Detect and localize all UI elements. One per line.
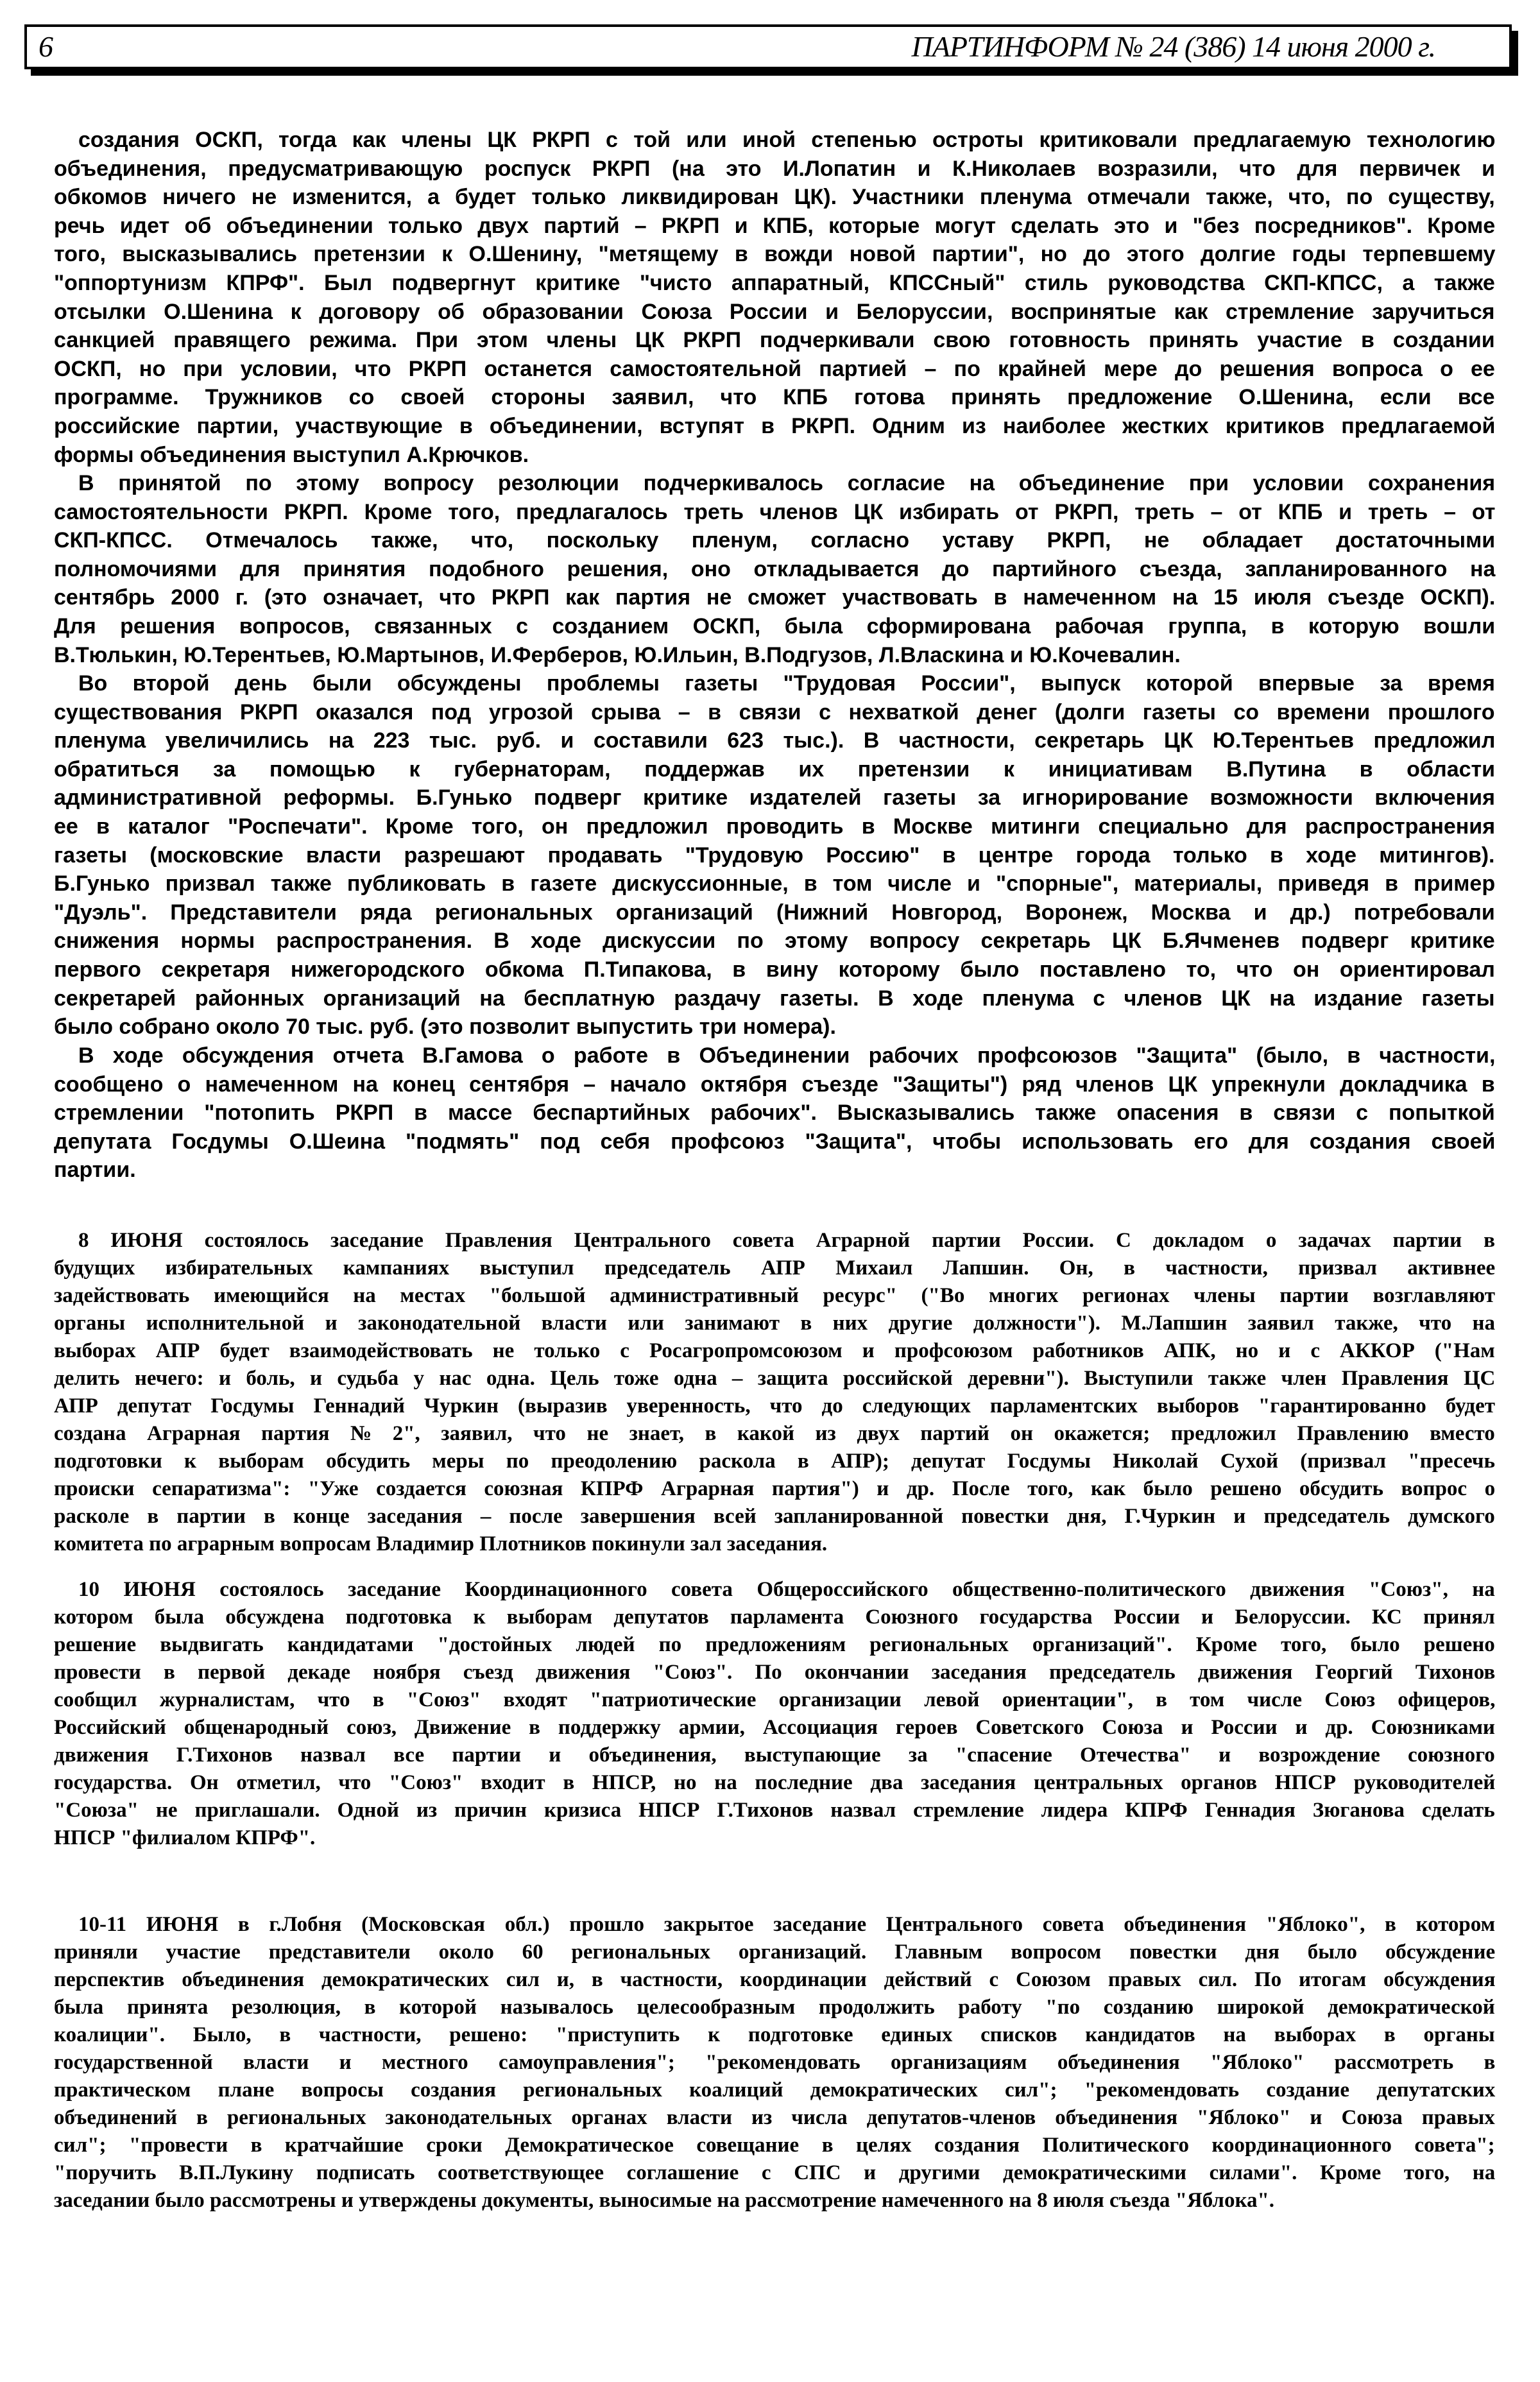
text-line: [54, 1503, 1495, 1530]
text-line: [54, 1070, 1495, 1099]
text-line: [54, 1994, 1495, 2021]
text-line-content: создана Аграрная партия № 2", заявил, что не знает, в какой из двух партий он окажется; предложил Правлению вместо: [54, 1422, 1495, 1445]
text-line: [54, 955, 1495, 984]
text-line: [54, 1576, 1495, 1604]
text-line: [54, 583, 1495, 612]
text-line: [54, 1282, 1495, 1310]
text-line-content: "Дуэль". Представители ряда региональных организаций (Нижний Новгород, Воронеж, Москва и др.) потребовали: [54, 900, 1495, 925]
text-line: [54, 1659, 1495, 1686]
text-line: [54, 1013, 1495, 1041]
text-line-content: ОСКП, но при условии, что РКРП останется самостоятельной партией – по крайней мере до решения вопроса о ее: [54, 356, 1495, 381]
text-line: [54, 2104, 1495, 2132]
text-line: [54, 126, 1495, 155]
text-line: [54, 2021, 1495, 2049]
text-line-content: движения Г.Тихонов назвал все партии и объединения, выступающие за "спасение Отечества" и возрождение союзного: [54, 1744, 1495, 1767]
text-line: [54, 641, 1495, 670]
text-line-content: В.Тюлькин, Ю.Терентьев, Ю.Мартынов, И.Ферберов, Ю.Ильин, В.Подгузов, Л.Власкина и Ю.Кочевалин.: [54, 642, 1181, 667]
text-line-content: обкомов ничего не изменится, а будет только ликвидирован ЦК). Участники пленума отмечали также, что, по существу,: [54, 185, 1495, 210]
text-line: [54, 726, 1495, 755]
text-line: [54, 1156, 1495, 1185]
text-line-content: котором была обсуждена подготовка к выборам депутатов парламента Союзного государства России и Белоруссии. КС принял: [54, 1606, 1495, 1629]
text-line: [54, 784, 1495, 812]
text-line-content: была принята резолюция, в которой называлось целесообразным продолжить работу "по созданию широкой демократической: [54, 1996, 1495, 2019]
text-line: [54, 1255, 1495, 1282]
text-line: [54, 212, 1495, 241]
text-line-content: российские партии, участвующие в объединении, вступят в РКРП. Одним из наиболее жестких критиков предлагаемой: [54, 413, 1496, 438]
text-line-content: "Союза" не приглашали. Одной из причин кризиса НПСР Г.Тихонов назвал стремление лидера КПРФ Геннадия Зюганова сделать: [54, 1799, 1495, 1822]
text-line: [54, 1966, 1495, 1994]
paragraph-resolution: [54, 469, 1495, 669]
text-line-content: обратиться за помощью к губернаторам, поддержав их претензии к инициативам В.Путина в области: [54, 757, 1496, 782]
text-line: [54, 183, 1495, 212]
text-line: [54, 1420, 1495, 1448]
issue-title: ПАРТИНФОРМ № 24 (386) 14 июня 2000 г.: [911, 30, 1435, 63]
text-line-content: коалиции". Было, в частности, решено: "приступить к подготовке единых списков кандидатов на выборах в органы: [54, 2023, 1495, 2046]
text-line: [54, 269, 1495, 298]
text-line: [54, 469, 1495, 498]
text-line-content: В ходе обсуждения отчета В.Гамова о работе в Объединении рабочих профсоюзов "Защита" (было, в частности,: [78, 1043, 1496, 1068]
page-header: [24, 24, 1512, 69]
text-line: [54, 1227, 1495, 1255]
text-line-content: самостоятельности РКРП. Кроме того, предлагалось треть членов ЦК избирать от РКРП, треть – от КПБ и треть – от: [54, 499, 1496, 524]
text-line-content: Для решения вопросов, связанных с созданием ОСКП, была сформирована рабочая группа, в которую вошли: [54, 613, 1496, 638]
text-line: [54, 841, 1495, 870]
text-line: [54, 2049, 1495, 2077]
text-line: [54, 1448, 1495, 1475]
text-line-content: 10 ИЮНЯ состоялось заседание Координационного совета Общероссийского общественно-политического движения "Союз", на: [78, 1578, 1495, 1601]
page-number: 6: [38, 30, 53, 63]
text-line-content: АПР депутат Госдумы Геннадий Чуркин (выразив уверенность, что до следующих парламентских выборов "гарантированно будет: [54, 1394, 1495, 1418]
text-line-content: формы объединения выступил А.Крючков.: [54, 442, 529, 467]
text-line: [54, 326, 1495, 355]
text-line: [54, 755, 1495, 784]
text-line-content: создания ОСКП, тогда как члены ЦК РКРП с той или иной степенью остроты критиковали предлагаемую технологию: [78, 128, 1496, 152]
text-line: [54, 1365, 1495, 1392]
text-line-content: полномочиями для принятия подобного решения, оно откладывается до партийного съезда, запланированного на: [54, 556, 1496, 581]
text-line-content: государства. Он отметил, что "Союз" входит в НПСР, но на последние два заседания центральных органов НПСР руководителей: [54, 1771, 1496, 1794]
text-line: [54, 1769, 1495, 1797]
text-line-content: Российский общенародный союз, Движение в поддержку армии, Ассоциация героев Советского Союза и России и др. Союзниками: [54, 1716, 1495, 1739]
text-line-content: первого секретаря нижегородского обкома П.Типакова, в вину которому было поставлено то, что он ориентировал: [54, 957, 1495, 982]
text-line-content: 8 ИЮНЯ состоялось заседание Правления Центрального совета Аграрной партии России. С докладом о задачах партии в: [78, 1229, 1495, 1252]
text-line-content: Б.Гунько призвал также публиковать в газете дискуссионные, в том числе и "спорные", материалы, приведя в пример: [54, 871, 1496, 896]
text-line-content: санкцией правящего режима. При этом члены ЦК РКРП подчеркивали свою готовность принять участие в создании: [54, 328, 1495, 353]
text-line-content: "оппортунизм КПРФ". Был подвергнут критике "чисто аппаратный, КПССный" стиль руководства СКП-КПСС, а также: [54, 270, 1495, 295]
text-line: [54, 555, 1495, 584]
text-line: [54, 155, 1495, 184]
text-line: [54, 812, 1495, 841]
text-line: [54, 1714, 1495, 1742]
paragraph-june-8-apr: [54, 1227, 1495, 1558]
text-line-content: существования РКРП оказался под угрозой срыва – в связи с нехваткой денег (долги газеты со времени прошлого: [54, 699, 1495, 724]
text-line-content: расколе в партии в конце заседания – после завершения всей запланированной повестки дня, Г.Чуркин и председатель думского: [54, 1505, 1495, 1528]
text-line: [54, 870, 1495, 898]
text-line-content: 10-11 ИЮНЯ в г.Лобня (Московская обл.) прошло закрытое заседание Центрального совета объединения "Яблоко", в котором: [78, 1913, 1496, 1936]
text-line-content: объединения, предусматривающую роспуск РКРП (на это И.Лопатин и К.Николаев возразили, что для первичек и: [54, 156, 1495, 181]
text-line: [54, 1939, 1495, 1966]
paragraph-rkrp-oskp: [54, 126, 1495, 469]
paragraph-june-10-soyuz: [54, 1576, 1495, 1852]
text-line-content: заседании было рассмотрены и утверждены документы, выносимые на рассмотрение намеченного на 8 июля съезда "Яблока".: [54, 2189, 1275, 2212]
text-line: [54, 2077, 1495, 2104]
text-line-content: речь идет об объединении только двух партий – РКРП и КПБ, которые могут сделать это и "без посредников". Кроме: [54, 213, 1496, 238]
text-line: [54, 383, 1495, 412]
text-line-content: Во второй день были обсуждены проблемы газеты "Трудовая России", выпуск которой впервые за время: [78, 671, 1495, 696]
text-line-content: партии.: [54, 1158, 136, 1183]
paragraph-zashchita: [54, 1041, 1495, 1185]
text-line-content: того, высказывались претензии к О.Шенину, "метящему в вожди новой партии", но до этого долгие годы терпевшему: [54, 242, 1496, 267]
text-line-content: происки сепаратизма": "Уже создается союзная КПРФ Аграрная партия") и др. После того, как было решено обсудить вопрос о: [54, 1477, 1496, 1500]
text-line: [54, 498, 1495, 527]
text-line-content: перспектив объединения демократических сил и, в частности, координации действий с Союзом правых сил. По итогам обсуждения: [54, 1968, 1496, 1991]
text-line-content: комитета по аграрным вопросам Владимир Плотников покинули зал заседания.: [54, 1532, 828, 1555]
text-line: [54, 1099, 1495, 1127]
text-line-content: сообщил журналистам, что в "Союз" входят "патриотические организации левой ориентации", в том числе Союз офицеров,: [54, 1688, 1496, 1711]
text-line: [54, 2132, 1495, 2159]
text-line-content: газеты (московские власти разрешают продавать "Трудовую Россию" в центре города только в ходе митингов).: [54, 843, 1495, 868]
text-line-content: административной реформы. Б.Гунько подверг критике издателей газеты за игнорирование возможности включения: [54, 785, 1495, 810]
text-line-content: сообщено о намеченном на конец сентября – начало октября съезде "Защиты") ряд членов ЦК упрекнули докладчика в: [54, 1072, 1495, 1097]
text-line: [54, 1824, 1495, 1852]
text-line: [54, 898, 1495, 927]
text-line-content: приняли участие представители около 60 региональных организаций. Главным вопросом повестки дня было обсуждение: [54, 1941, 1496, 1964]
text-line: [54, 526, 1495, 555]
text-line-content: провести в первой декаде ноября съезд движения "Союз". По окончании заседания председатель движения Георгий Тихонов: [54, 1661, 1496, 1684]
text-line-content: пленума увеличились на 223 тыс. руб. и составили 623 тыс.). В частности, секретарь ЦК Ю.Терентьев предложил: [54, 728, 1496, 753]
text-line-content: делить нечего: и боль, и судьба у нас одна. Цель тоже одна – защита российской деревни"). Выступили также член Правления ЦС: [54, 1367, 1496, 1390]
text-line-content: задействовать имеющийся на местах "большой административный ресурс" ("Во многих регионах члены партии возглавляют: [54, 1284, 1495, 1307]
text-line-content: В принятой по этому вопросу резолюции подчеркивалось согласие на объединение при условии сохранения: [78, 471, 1496, 495]
text-line: [54, 240, 1495, 269]
text-line-content: решение выдвигать кандидатами "достойных людей по предложениям региональных организаций". Кроме того, было решено: [54, 1633, 1495, 1656]
text-line: [54, 1530, 1495, 1558]
text-line-content: практическом плане вопросы создания региональных коалиций демократических сил"; "рекомендовать создание депутатских: [54, 2078, 1496, 2102]
text-line-content: объединений в региональных законодательных органах власти из числа депутатов-членов объединения "Яблоко" и Союза правых: [54, 2106, 1495, 2129]
text-line-content: депутата Госдумы О.Шеина "подмять" под себя профсоюз "Защита", чтобы использовать его для создания своей: [54, 1129, 1496, 1154]
text-line: [54, 1127, 1495, 1156]
text-line: [54, 698, 1495, 727]
text-line: [54, 441, 1495, 470]
text-line-content: снижения нормы распространения. В ходе дискуссии по этому вопросу секретарь ЦК Б.Ячменев подверг критике: [54, 929, 1495, 954]
text-line: [54, 1686, 1495, 1714]
text-line: [54, 2187, 1495, 2215]
text-line-content: будущих избирательных кампаниях выступил председатель АПР Михаил Лапшин. Он, в частности, призвал активнее: [54, 1256, 1496, 1280]
text-line-content: сентябрь 2000 г. (это означает, что РКРП как партия не сможет участвовать в намеченном на 15 июля съезде ОСКП).: [54, 585, 1496, 610]
text-line-content: программе. Тружников со своей стороны заявил, что КПБ готова принять предложение О.Шенина, если все: [54, 385, 1495, 410]
text-line-content: было собрано около 70 тыс. руб. (это позволит выпустить три номера).: [54, 1015, 836, 1040]
text-line: [54, 612, 1495, 641]
text-line-content: ее в каталог "Роспечати". Кроме того, он предложил проводить в Москве митинги специально для распространения: [54, 814, 1496, 839]
paragraph-june-10-11-yabloko: [54, 1911, 1495, 2215]
text-line-content: отсылки О.Шенина к договору об образовании Союза России и Белоруссии, воспринятые как стремление заручиться: [54, 299, 1495, 324]
text-line: [54, 1392, 1495, 1420]
text-line: [54, 1475, 1495, 1503]
paragraph-newspaper: [54, 669, 1495, 1041]
text-line: [54, 1911, 1495, 1939]
text-line: [54, 1631, 1495, 1659]
text-line: [54, 1041, 1495, 1070]
text-line-content: сил"; "провести в кратчайшие сроки Демократическое совещание в целях создания Политического координационного совета";: [54, 2134, 1495, 2157]
text-line-content: "поручить В.П.Лукину подписать соответствующее соглашение с СПС и другими демократическими силами". Кроме того, на: [54, 2161, 1496, 2184]
text-line: [54, 1742, 1495, 1769]
text-line: [54, 1604, 1495, 1631]
text-line: [54, 669, 1495, 698]
text-line: [54, 927, 1495, 955]
text-line: [54, 298, 1495, 327]
text-line: [54, 1310, 1495, 1337]
text-line: [54, 412, 1495, 441]
text-line-content: СКП-КПСС. Отмечалось также, что, поскольку пленум, согласно уставу РКРП, не обладает достаточными: [54, 528, 1496, 553]
text-line-content: секретарей районных организаций на бесплатную раздачу газеты. В ходе пленума с членов ЦК на издание газеты: [54, 986, 1495, 1011]
text-line-content: НПСР "филиалом КПРФ".: [54, 1826, 316, 1849]
text-line: [54, 1797, 1495, 1824]
text-line-content: подготовки к выборам обсудить меры по преодолению раскола в АПР); депутат Госдумы Николай Сухой (призвал "пресечь: [54, 1450, 1495, 1473]
text-line: [54, 984, 1495, 1013]
text-line: [54, 355, 1495, 384]
text-line: [54, 1337, 1495, 1365]
text-line-content: выборах АПР будет взаимодействовать не только с Росагропромсоюзом и профсоюзом работников АПК, но и с АККОР ("Нам: [54, 1339, 1495, 1362]
text-line-content: органы исполнительной и законодательной власти или занимают в них другие должности"). М.Лапшин заявил также, что на: [54, 1312, 1496, 1335]
text-line: [54, 2159, 1495, 2187]
text-line-content: стремлении "потопить РКРП в массе беспартийных рабочих". Высказывались также опасения в связи с попыткой: [54, 1101, 1495, 1126]
text-line-content: государственной власти и местного самоуправления"; "рекомендовать организациям объединения "Яблоко" рассмотреть в: [54, 2051, 1496, 2074]
